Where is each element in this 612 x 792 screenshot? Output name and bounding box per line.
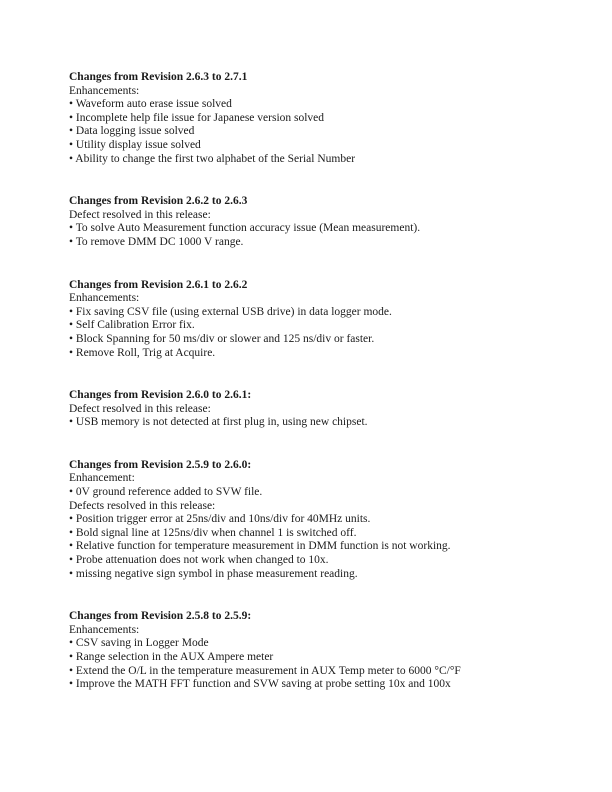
section-revision-2-5-8-to-2-5-9 — [69, 610, 572, 692]
bullet-line: • Improve the MATH FFT function and SVW saving at probe setting 10x and 100x — [69, 678, 451, 691]
bullet-line: • To remove DMM DC 1000 V range. — [69, 235, 244, 248]
bullet-line: • Bold signal line at 125ns/div when channel 1 is switched off. — [69, 526, 357, 539]
section-subheading: Enhancements: — [69, 84, 140, 97]
section-heading: Changes from Revision 2.6.0 to 2.6.1: — [69, 389, 252, 402]
section-subheading: Defect resolved in this release: — [69, 208, 211, 221]
section-subheading: Defects resolved in this release: — [69, 499, 216, 512]
bullet-line: • Ability to change the first two alphabet of the Serial Number — [69, 152, 356, 165]
bullet-line: • Utility display issue solved — [69, 138, 201, 151]
bullet-line: • missing negative sign symbol in phase measurement reading. — [69, 567, 358, 580]
bullet-line: • Position trigger error at 25ns/div and 10ns/div for 40MHz units. — [69, 513, 371, 526]
section-subheading: Defect resolved in this release: — [69, 402, 211, 415]
bullet-line: • Data logging issue solved — [69, 125, 195, 138]
section-revision-2-5-9-to-2-6-0 — [69, 459, 572, 581]
section-revision-2-6-1-to-2-6-2 — [69, 279, 572, 361]
section-heading: Changes from Revision 2.6.1 to 2.6.2 — [69, 278, 248, 291]
section-heading: Changes from Revision 2.6.2 to 2.6.3 — [69, 195, 248, 208]
bullet-line: • Extend the O/L in the temperature measurement in AUX Temp meter to 6000 °C/°F — [69, 664, 461, 677]
bullet-line: • Waveform auto erase issue solved — [69, 98, 232, 111]
bullet-line: • Incomplete help file issue for Japanese version solved — [69, 111, 325, 124]
bullet-line: • Remove Roll, Trig at Acquire. — [69, 346, 216, 359]
section-subheading: Enhancements: — [69, 292, 140, 305]
bullet-line: • Block Spanning for 50 ms/div or slower and 125 ns/div or faster. — [69, 332, 375, 345]
section-subheading: Enhancement: — [69, 472, 135, 485]
bullet-line: • Relative function for temperature measurement in DMM function is not working. — [69, 540, 451, 553]
section-revision-2-6-0-to-2-6-1 — [69, 389, 572, 430]
bullet-line: • Range selection in the AUX Ampere meter — [69, 651, 274, 663]
section-heading: Changes from Revision 2.6.3 to 2.7.1 — [69, 71, 248, 83]
bullet-line: • USB memory is not detected at first plug in, using new chipset. — [69, 416, 368, 429]
bullet-line: • Self Calibration Error fix. — [69, 319, 195, 332]
section-revision-2-6-2-to-2-6-3 — [69, 195, 572, 249]
section-heading: Changes from Revision 2.5.9 to 2.6.0: — [69, 458, 252, 471]
bullet-line: • CSV saving in Logger Mode — [69, 637, 209, 650]
bullet-line: • Fix saving CSV file (using external USB drive) in data logger mode. — [69, 305, 392, 318]
section-subheading: Enhancements: — [69, 623, 140, 636]
section-revision-2-6-3-to-2-7-1 — [69, 71, 572, 166]
bullet-line: • To solve Auto Measurement function accuracy issue (Mean measurement). — [69, 222, 421, 235]
section-heading: Changes from Revision 2.5.8 to 2.5.9: — [69, 610, 252, 623]
bullet-line: • 0V ground reference added to SVW file. — [69, 486, 263, 499]
bullet-line: • Probe attenuation does not work when changed to 10x. — [69, 554, 329, 567]
